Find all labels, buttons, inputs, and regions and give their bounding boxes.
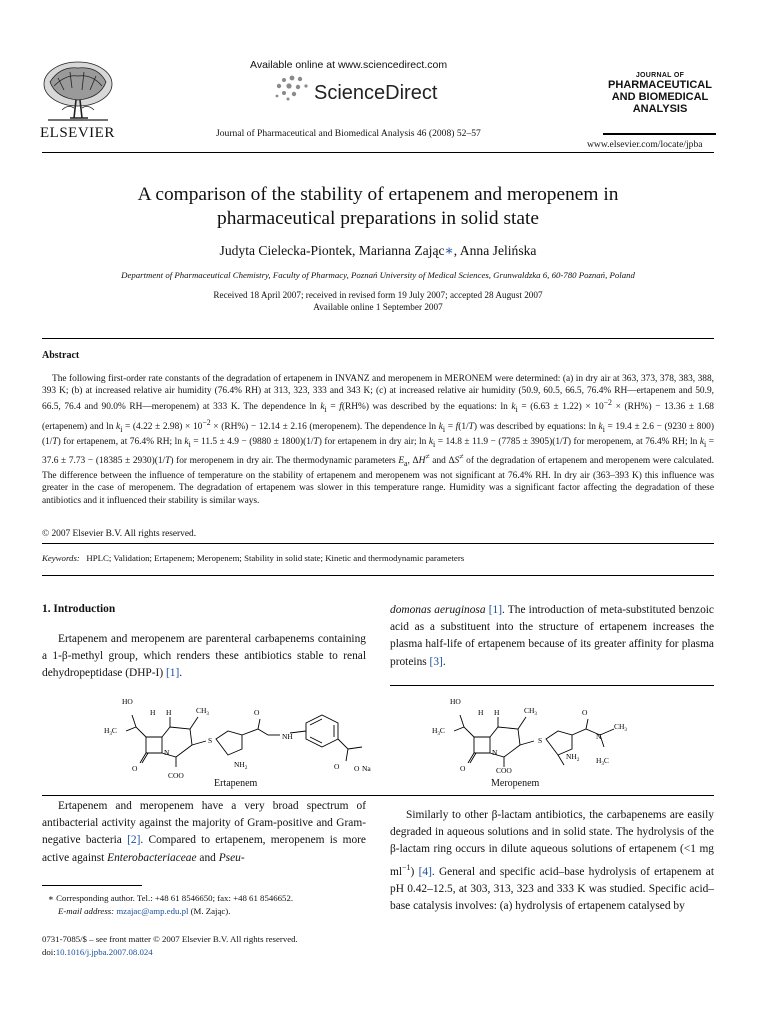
svg-text:H: H xyxy=(478,708,484,717)
title-line-1: A comparison of the stability of ertapenem and meropenem in xyxy=(137,184,619,205)
svg-text:S: S xyxy=(538,736,543,745)
svg-text:O: O xyxy=(132,764,138,773)
email-name: (M. Zając). xyxy=(190,906,231,916)
journal-logo-line: PHARMACEUTICAL xyxy=(608,79,712,91)
svg-text:COO: COO xyxy=(168,771,184,778)
species-name: Pseu- xyxy=(218,851,245,864)
species-name: Enterobacteriaceae xyxy=(107,851,197,864)
svg-text:H: H xyxy=(494,708,500,717)
journal-logo-line: AND BIOMEDICAL xyxy=(611,91,709,103)
doi-label: doi: xyxy=(42,947,56,957)
keywords-line xyxy=(42,553,464,563)
intro-para-1-text: Ertapenem and meropenem are parenteral carbapenems containing a 1-β-methyl group, which renders these antibiotics stable to renal dehydropeptidase (DHP-I) xyxy=(42,633,366,680)
svg-text:H: H xyxy=(166,708,172,717)
sciencedirect-dots-icon xyxy=(272,74,312,102)
abstract-body: The following first-order rate constants of the degradation of ertapenem in INVANZ and meropenem in MERONEM were determined: (a) in dry air at 363, 373, 378, 383, 388, 393 K; (b) at increased relative air humidity (76.4% RH) at 313, 323, 333 and 343 K; (c) at increased relative air humidity (50.9, 60.5, 66.5, 76.4% RH—ertapenem and 50.9, 66.5, 76.4 and 90.0% RH—meropenem) at 333 K. The dependence $\ln k_i = f(RH\%)$ was described by the equations: $\ln k_i = (6.63 \pm 1.22) \times 10^{-2} \times (RH\%) - 13.36 \pm 1.68$ (ertapenem) and $\ln k_i = (4.22 \pm 2.98) \times 10^{-2} \times (RH\%) - 12.14 \pm 2.16$ (meropenem). The dependence $\ln k_i = f(1/T)$ was described by equations: $\ln k_i = 19.4 \pm 2.6 - (9230 \pm 800)(1/T)$ for ertapenem, at 76.4% RH; $\ln k_i = 11.5 \pm 4.9 - (9880 \pm 1800)(1/T)$ for ertapenem in dry air; $\ln k_i = 14.8 \pm 11.9 - (7785 \pm 3905)(1/T)$ for meropenem, at 76.4% RH; $\ln k_i = 37.6 \pm 7.73 - (18385 \pm 2930)(1/T)$ for meropenem in dry air. The thermodynamic parameters $E_a$, ΔH≠ and ΔS≠ of the degradation of ertapenem and meropenem were calculated. The difference between the influence of temperature on the stability of ertapenem and meropenem was not significant at 76.4% RH. In dry air (363–393 K) this influence was greater in the case of meropenem. The degradation of ertapenem was slower in this temperature range. Humidity was a significant factor affecting the degradation of these antibiotics and it influenced their stability is similar ways. xyxy=(42,374,714,506)
email-label: E-mail address: xyxy=(58,906,115,916)
journal-logo-line: ANALYSIS xyxy=(632,103,688,115)
figure-top-rule xyxy=(390,685,714,686)
citation-link[interactable]: [2] xyxy=(127,834,141,847)
species-name: domonas aeruginosa xyxy=(390,604,486,616)
intro-para-3-text: . General and specific acid–base hydrolysis of ertapenem at pH 0.42–12.5, at 303, 313, 323 and 333 K was studied. Specific acid–base catalysis involves: (a) hydrolysis of ertapenem catalysed by xyxy=(390,865,714,912)
ertapenem-caption: Ertapenem xyxy=(214,778,258,789)
intro-paragraph-2 xyxy=(42,798,366,867)
intro-para-3-text: ) xyxy=(410,865,419,878)
intro-paragraph-1-continued: domonas aeruginosa [1]. The introduction of meta-substituted benzoic acid as a substituent into the structure of ertapenem increases the plasma half-life of ertapenem because of its greater affinity for plasma proteins [3]. xyxy=(390,604,714,668)
svg-text:H: H xyxy=(150,708,156,717)
article-title xyxy=(42,183,714,230)
received-dates: Received 18 April 2007; received in revised form 19 July 2007; accepted 28 August 2007 xyxy=(213,290,543,300)
intro-para-text: . The introduction of meta-substituted benzoic acid as a substituent into the structure of ertapenem increases the plasma half-life of ertapenem because of its greater affinity for plasma proteins xyxy=(390,604,714,668)
citation-link[interactable]: [3] xyxy=(429,655,443,668)
footnote-rule xyxy=(42,885,142,886)
svg-text:N: N xyxy=(164,748,170,757)
svg-text:HO: HO xyxy=(450,697,461,706)
publisher-name: ELSEVIER xyxy=(40,125,115,141)
svg-text:O: O xyxy=(354,764,360,773)
journal-logo-rule xyxy=(603,133,716,135)
keywords: HPLC; Validation; Ertapenem; Meropenem; Stability in solid state; Kinetic and thermodynamic parameters xyxy=(86,553,465,563)
journal-logo-line: JOURNAL OF xyxy=(635,72,685,79)
svg-text:H3C: $H_3C$ xyxy=(432,726,445,737)
svg-text:N: N xyxy=(492,748,498,757)
doi-line xyxy=(42,947,153,957)
intro-para-2-text: . Compared to ertapenem, meropenem is more active against xyxy=(42,834,366,864)
keywords-label: Keywords: xyxy=(42,553,80,563)
available-date: Available online 1 September 2007 xyxy=(313,302,443,312)
elsevier-tree-logo xyxy=(40,60,116,124)
svg-text:NH2: $NH_2$ xyxy=(566,752,580,763)
email-footnote xyxy=(58,906,230,916)
title-line-2: pharmaceutical preparations in solid state xyxy=(217,207,539,229)
svg-text:CH3: $CH_3$ xyxy=(524,706,537,717)
journal-url[interactable]: www.elsevier.com/locate/jpba xyxy=(587,139,703,150)
corresponding-author-marker[interactable]: ∗ xyxy=(444,243,454,258)
svg-text:Na: Na xyxy=(362,764,371,773)
svg-text:O: O xyxy=(460,764,466,773)
meropenem-caption: Meropenem xyxy=(491,778,540,789)
svg-text:H3C: $H_3C$ xyxy=(596,756,609,767)
structure-label: HO xyxy=(122,697,133,706)
citation-link[interactable]: [1] xyxy=(166,667,180,680)
svg-text:S: S xyxy=(208,736,213,745)
ertapenem-structure xyxy=(96,693,376,778)
abstract-top-rule xyxy=(42,338,714,339)
intro-para-2-text: Ertapenem and meropenem have a very broad spectrum of antibacterial activity against the majority of Gram-positive and Gram-negative bacteria xyxy=(42,800,366,847)
header-rule xyxy=(42,152,714,153)
svg-text:COO: COO xyxy=(496,766,512,773)
corresponding-author-footnote: ∗ Corresponding author. Tel.: +48 61 8546650; fax: +48 61 8546652. xyxy=(48,893,294,903)
affiliation: Department of Pharmaceutical Chemistry, Faculty of Pharmacy, Poznań University of Medical Sciences, Grunwaldzka 6, 60-780 Poznań, Poland xyxy=(121,270,635,280)
sciencedirect-wordmark: ScienceDirect xyxy=(314,82,438,104)
abstract-copyright: © 2007 Elsevier B.V. All rights reserved. xyxy=(42,529,197,539)
intro-paragraph-1: Ertapenem and meropenem are parenteral carbapenems containing a 1-β-methyl group, which renders these antibiotics stable to renal dehydropeptidase (DHP-I) [1]. xyxy=(42,633,366,680)
intro-paragraph-3 xyxy=(390,807,714,915)
intro-para-2-text: and xyxy=(196,851,219,864)
abstract-heading: Abstract xyxy=(42,350,80,361)
svg-text:O: O xyxy=(582,708,588,717)
svg-text:NH2: $NH_2$ xyxy=(234,760,248,771)
meropenem-structure xyxy=(424,693,704,773)
authors xyxy=(42,243,714,259)
authors-part-1: Judyta Cielecka-Piontek, Marianna Zając xyxy=(219,243,445,258)
available-online: Available online at www.sciencedirect.com xyxy=(250,59,448,71)
citation-link[interactable]: [4] xyxy=(418,865,432,878)
svg-text:O: O xyxy=(334,762,340,771)
doi-link[interactable]: 10.1016/j.jpba.2007.08.024 xyxy=(55,947,153,957)
unit-superscript: −1 xyxy=(402,862,411,872)
authors-part-2: , Anna Jelińska xyxy=(453,243,537,258)
svg-text:N: N xyxy=(596,732,602,741)
svg-text:CH3: $CH_3$ xyxy=(614,722,627,733)
journal-logo xyxy=(604,72,716,115)
svg-text:H3C: $H_3C$ xyxy=(104,726,117,737)
figure-bottom-rule xyxy=(42,795,714,796)
keywords-bottom-rule xyxy=(42,575,714,576)
issn-line: 0731-7085/$ – see front matter © 2007 Elsevier B.V. All rights reserved. xyxy=(42,934,298,944)
citation-link[interactable]: [1] xyxy=(488,604,502,616)
intro-para-3-text: Similarly to other β-lactam antibiotics, the carbapenems are easily degraded in aqueous solutions and in solid state. The hydrolysis of the β-lactam ring occurs in dilute aqueous solutions of ertapenem (<1 mg ml xyxy=(390,809,714,878)
keywords-top-rule xyxy=(42,543,714,544)
journal-reference: Journal of Pharmaceutical and Biomedical Analysis 46 (2008) 52–57 xyxy=(216,128,481,139)
section-heading-introduction: 1. Introduction xyxy=(42,603,116,615)
email-link[interactable]: mzajac@amp.edu.pl xyxy=(116,906,189,916)
svg-text:CH3: $CH_3$ xyxy=(196,706,209,717)
svg-text:NH: NH xyxy=(282,732,293,741)
svg-text:O: O xyxy=(254,708,260,717)
